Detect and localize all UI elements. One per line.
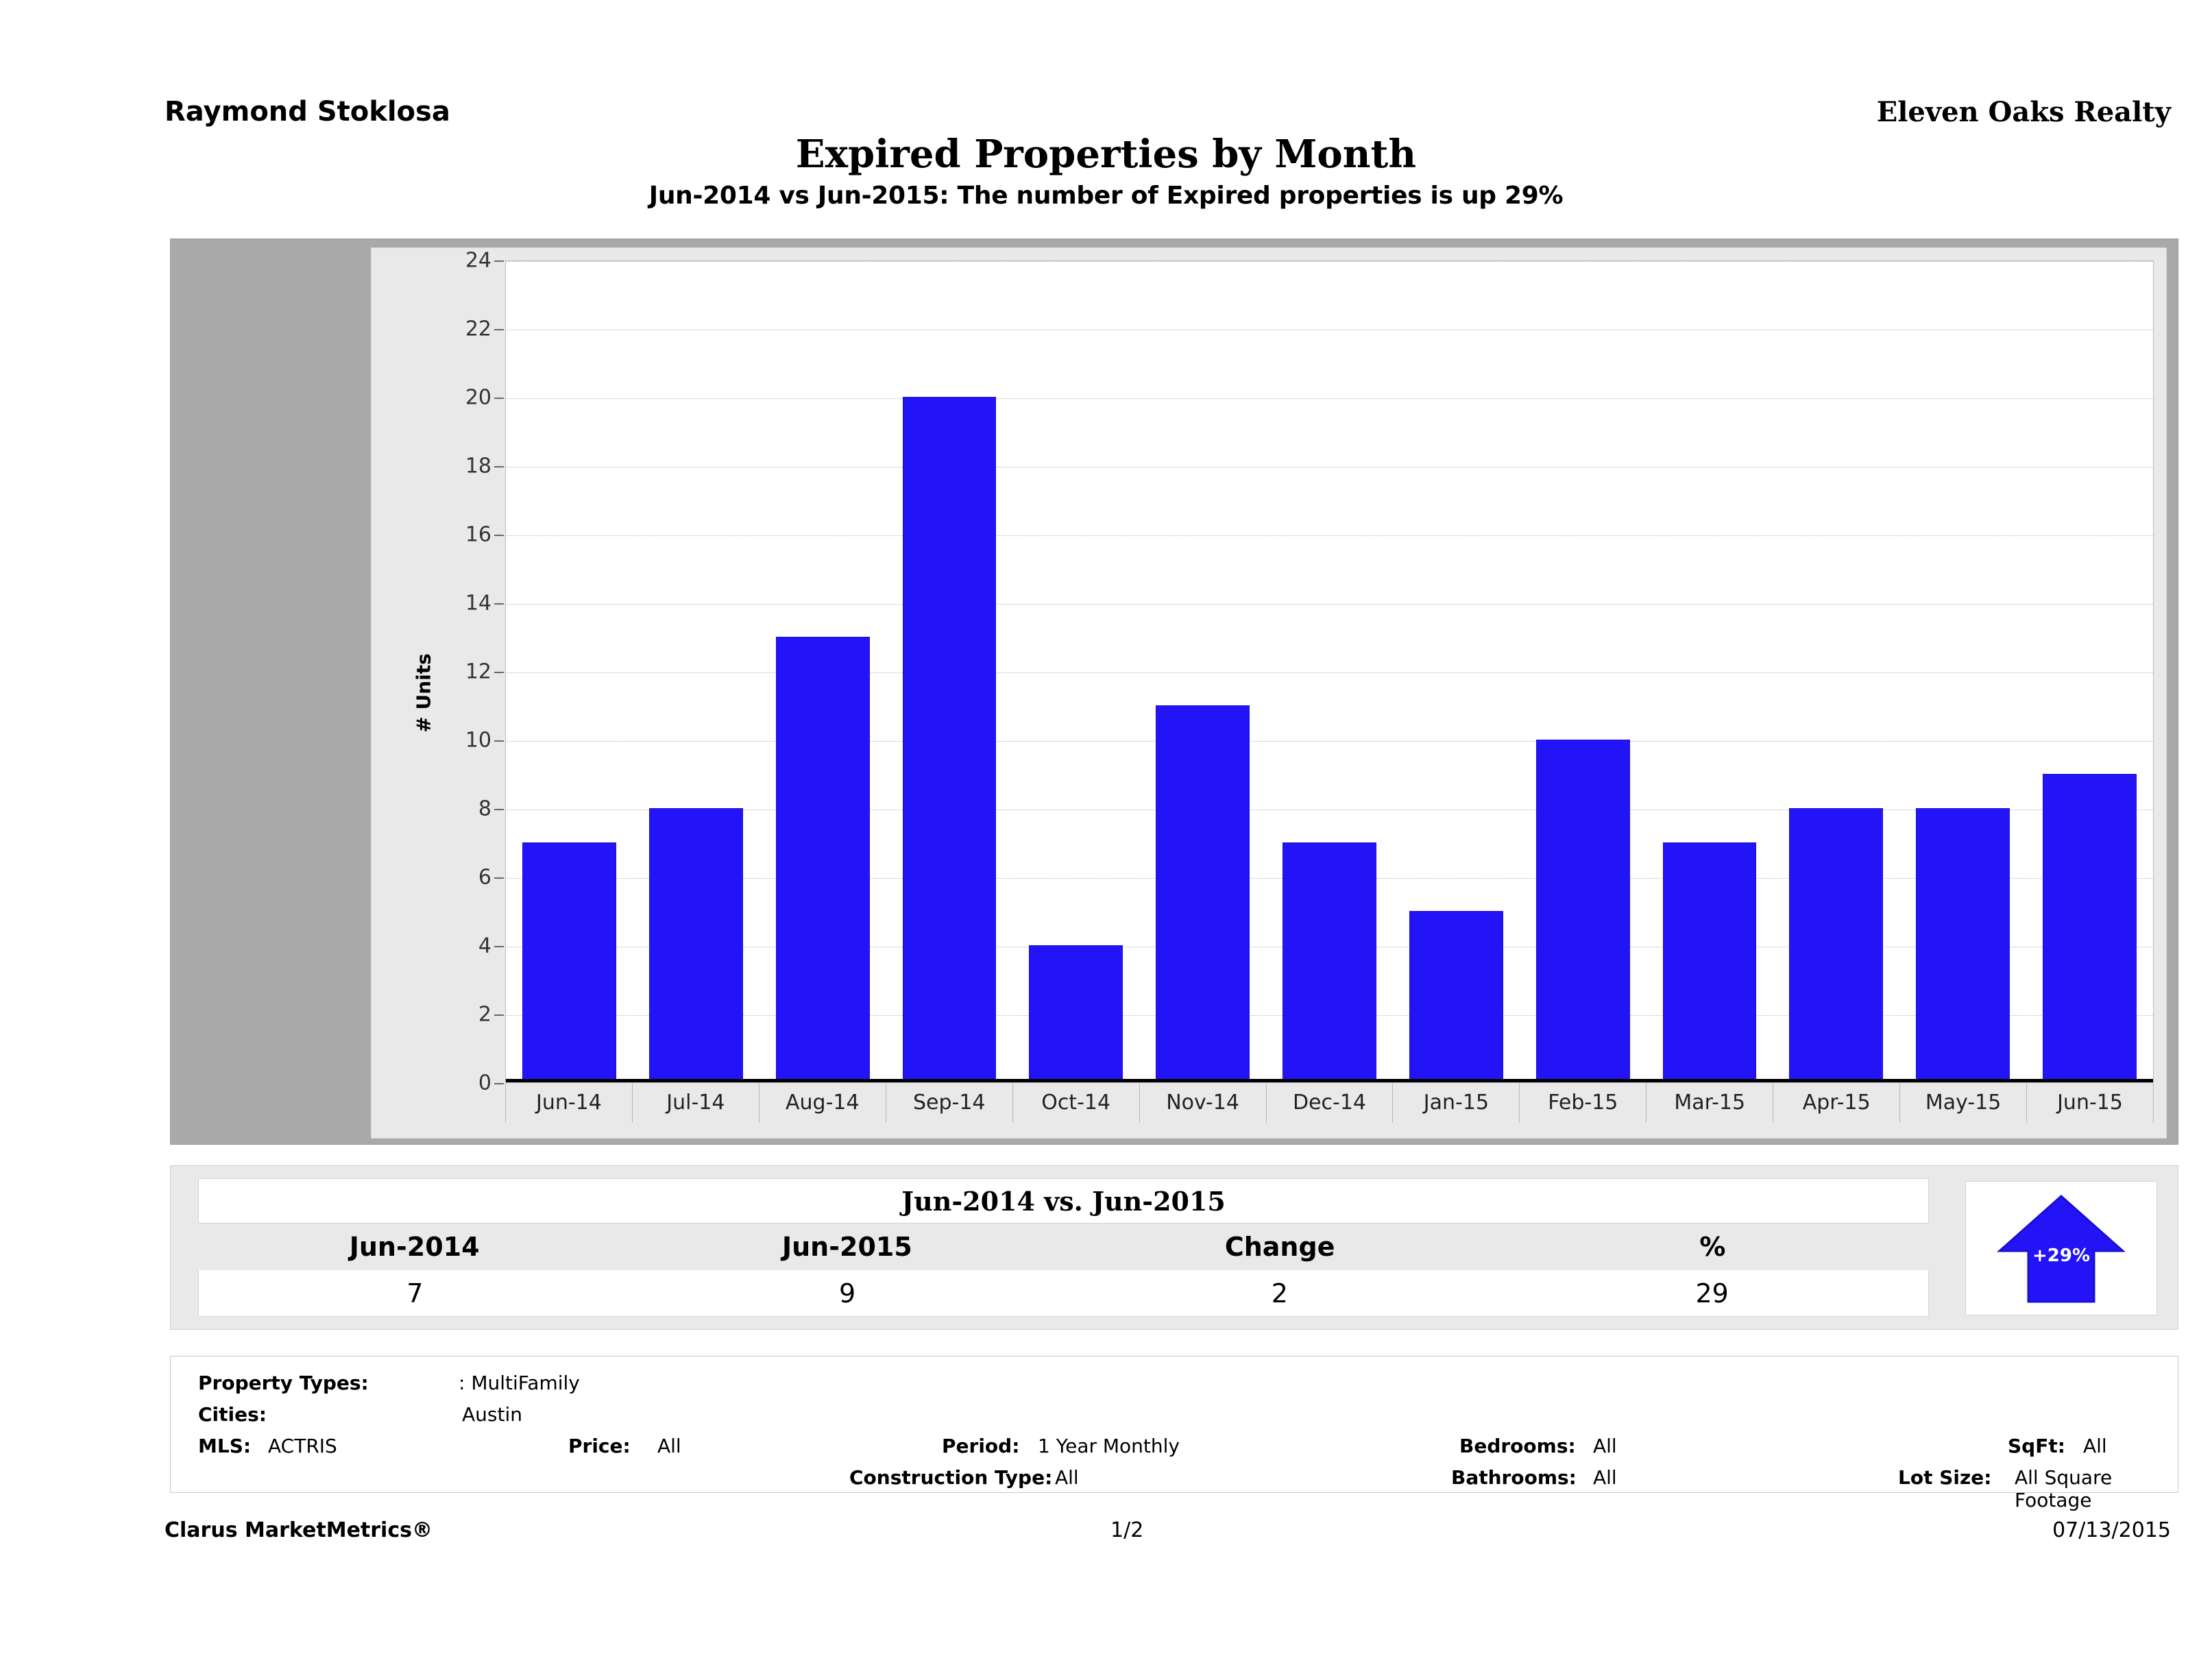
mls-value: ACTRIS [268,1435,337,1457]
y-tick-mark [494,740,504,742]
x-tick-label: Mar-15 [1646,1083,1773,1123]
bar-slot [759,261,886,1082]
property-types-label: Property Types: [198,1372,369,1394]
bar [1409,911,1503,1082]
footer-brand: Clarus MarketMetrics® [165,1518,433,1542]
bedrooms-value: All [1593,1435,1617,1457]
summary-value-row [198,1270,1929,1317]
x-axis-line [506,1079,2153,1082]
summary-value-cell: 2 [1271,1278,1288,1309]
bar [2043,774,2137,1082]
bar-slot [1266,261,1393,1082]
x-tick-label: Sep-14 [886,1083,1013,1123]
construction-type-label: Construction Type: [849,1466,1053,1489]
cities-value: Austin [462,1403,522,1426]
footer-date: 07/13/2015 [2052,1518,2171,1542]
summary-header-cell: Jun-2015 [781,1232,912,1262]
plot-area [505,260,2154,1083]
agent-name: Raymond Stoklosa [165,96,450,127]
y-tick-mark [494,809,504,810]
trend-badge [1965,1181,2157,1315]
bar [1789,808,1883,1082]
x-tick-label: Jun-14 [505,1083,633,1123]
summary-header-cell: Jun-2014 [349,1232,480,1262]
y-tick-mark [494,1083,504,1084]
sqft-label: SqFt: [2008,1435,2065,1457]
x-tick-label: Dec-14 [1267,1083,1394,1123]
summary-header-cell: % [1699,1232,1726,1262]
y-tick-mark [494,535,504,536]
bar [1663,842,1757,1082]
y-tick-label: 18 [465,454,491,478]
bar [1916,808,2010,1082]
y-tick-label: 24 [465,248,491,273]
summary-value-cell: 29 [1695,1278,1729,1309]
bar-slot [506,261,633,1082]
bathrooms-label: Bathrooms: [1451,1466,1577,1489]
brokerage-name: Eleven Oaks Realty [1876,96,2171,128]
chart-canvas [371,247,2167,1139]
summary-table [198,1178,1929,1318]
y-tick-label: 22 [465,317,491,341]
property-types-value: : MultiFamily [459,1372,580,1394]
bar [649,808,743,1082]
bar-series [506,261,2153,1082]
bar-slot [886,261,1013,1082]
y-tick-mark [494,260,504,262]
up-arrow-icon [1996,1192,2126,1305]
summary-title: Jun-2014 vs. Jun-2015 [198,1178,1929,1224]
bar-slot [1899,261,2026,1082]
x-tick-label: Aug-14 [759,1083,886,1123]
y-tick-mark [494,877,504,879]
mls-label: MLS: [198,1435,252,1457]
search-criteria [170,1356,2178,1511]
bar-slot [633,261,759,1082]
y-tick-label: 20 [465,385,491,410]
page-subtitle: Jun-2014 vs Jun-2015: The number of Expired properties is up 29% [648,182,1564,210]
y-tick-mark [494,329,504,330]
bar [1536,740,1630,1082]
footer-page-number: 1/2 [1110,1518,1144,1542]
comparison-summary [170,1165,2178,1330]
cities-label: Cities: [198,1403,267,1426]
lot-size-label: Lot Size: [1898,1466,1992,1489]
y-tick-label: 6 [478,865,491,890]
y-tick-label: 14 [465,591,491,616]
x-axis-labels [505,1083,2154,1123]
bathrooms-value: All [1593,1466,1617,1489]
y-tick-mark [494,466,504,467]
period-label: Period: [942,1435,1020,1457]
bar-slot [1646,261,1773,1082]
bar-slot [1139,261,1266,1082]
y-tick-label: 8 [478,797,491,821]
lot-size-value: All Square Footage [2015,1466,2113,1511]
price-label: Price: [568,1435,631,1457]
bar [776,637,870,1082]
summary-value-cell: 7 [406,1278,424,1309]
summary-value-cell: 9 [839,1278,856,1309]
y-tick-mark [494,672,504,673]
y-tick-label: 0 [478,1071,491,1095]
construction-type-value: All [1055,1466,1079,1489]
bedrooms-label: Bedrooms: [1459,1435,1576,1457]
x-tick-label: Feb-15 [1520,1083,1646,1123]
bar [1029,945,1123,1082]
y-tick-label: 16 [465,522,491,547]
sqft-value: All [2083,1435,2107,1457]
bar [522,842,616,1082]
y-axis-label: # Units [412,653,435,733]
bar-slot [1012,261,1139,1082]
bar-slot [1393,261,1520,1082]
chart-frame [170,239,2178,1145]
y-tick-mark [494,398,504,399]
y-tick-label: 2 [478,1002,491,1027]
x-tick-label: Oct-14 [1013,1083,1140,1123]
bar-slot [1773,261,1899,1082]
y-tick-label: 12 [465,659,491,684]
x-tick-label: Nov-14 [1140,1083,1267,1123]
x-tick-label: Jul-14 [633,1083,759,1123]
y-tick-label: 4 [478,934,491,958]
bar-slot [2026,261,2153,1082]
x-tick-label: Jan-15 [1393,1083,1520,1123]
trend-badge-label: +29% [2032,1245,2091,1266]
y-tick-mark [494,1014,504,1016]
y-tick-mark [494,603,504,605]
page-footer [0,1518,2212,1553]
bar [1283,842,1376,1082]
period-value: 1 Year Monthly [1038,1435,1180,1457]
page-title: Expired Properties by Month [795,132,1417,177]
price-value: All [657,1435,681,1457]
y-tick-mark [494,946,504,947]
x-tick-label: May-15 [1900,1083,2027,1123]
x-tick-label: Jun-15 [2027,1083,2154,1123]
bar [903,397,997,1082]
x-tick-label: Apr-15 [1773,1083,1900,1123]
bar [1156,705,1250,1082]
summary-header-cell: Change [1224,1232,1335,1262]
y-tick-label: 10 [465,728,491,753]
bar-slot [1520,261,1646,1082]
summary-header-row [198,1224,1929,1270]
